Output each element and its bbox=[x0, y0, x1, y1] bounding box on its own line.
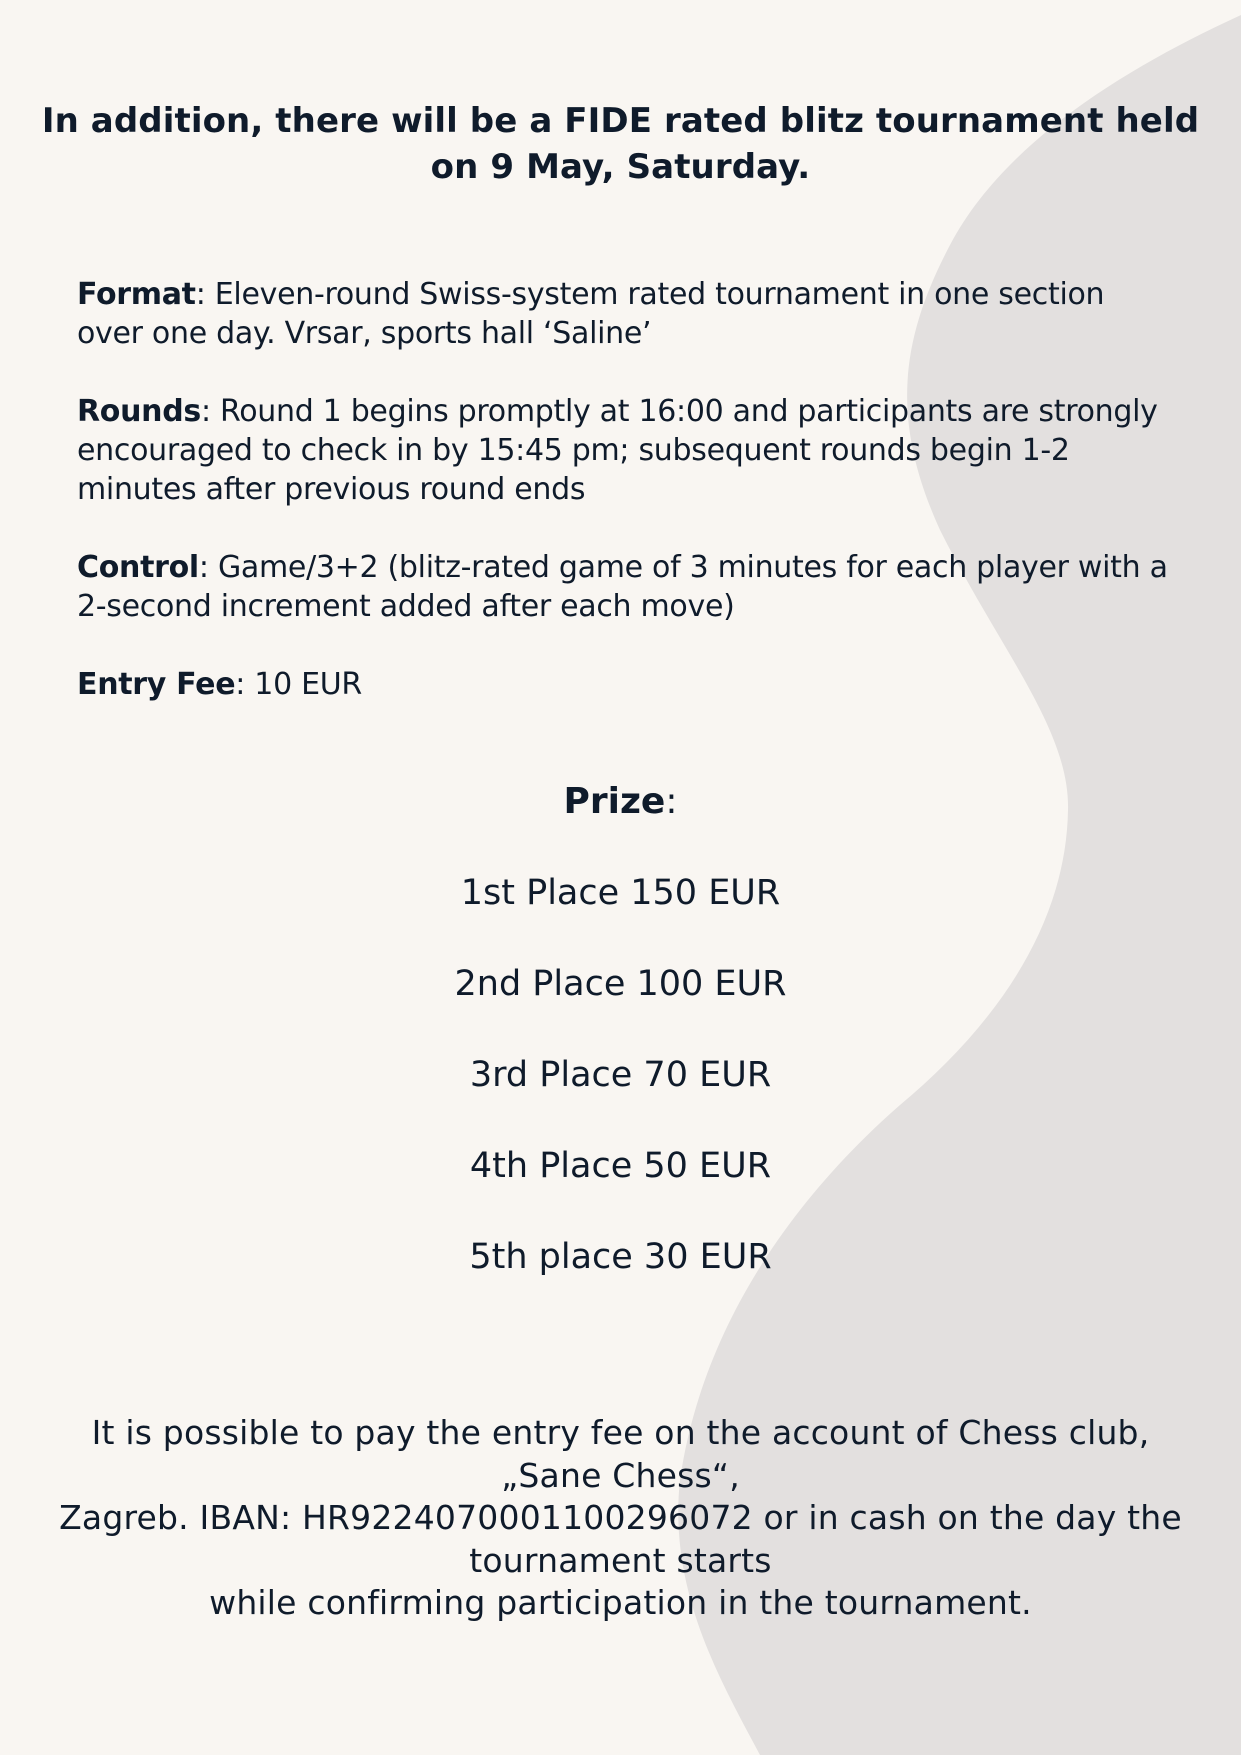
format-term: Format bbox=[77, 277, 196, 312]
prize-item-3rd: 3rd Place 70 EUR bbox=[469, 1055, 772, 1095]
blitz-tournament-headline: In addition, there will be a FIDE rated blitz tournament held on 9 May, Saturday. bbox=[41, 101, 1200, 187]
prize-colon: : bbox=[665, 781, 678, 822]
tournament-details bbox=[77, 275, 1177, 743]
payment-line-3: while confirming participation in the tournament. bbox=[209, 1583, 1032, 1622]
rounds-text: : Round 1 begins promptly at 16:00 and participants are strongly encouraged to check in by 15:45 pm; subsequent rounds begin 1-2 minutes after previous round ends bbox=[77, 394, 1158, 507]
entry-fee-text: : 10 EUR bbox=[235, 667, 362, 702]
payment-line-1: It is possible to pay the entry fee on the account of Chess club, „Sane Chess“, bbox=[91, 1413, 1150, 1495]
prize-section bbox=[0, 780, 1241, 1279]
format-detail bbox=[77, 275, 1177, 353]
payment-line-2: Zagreb. IBAN: HR9224070001100296072 or in cash on the day the tournament starts bbox=[59, 1498, 1182, 1580]
format-text: : Eleven-round Swiss-system rated tournament in one section over one day. Vrsar, sports hall ‘Saline’ bbox=[77, 277, 1105, 351]
payment-note bbox=[40, 1412, 1201, 1625]
prize-item-2nd: 2nd Place 100 EUR bbox=[454, 964, 787, 1004]
prize-item-5th: 5th place 30 EUR bbox=[469, 1237, 772, 1277]
rounds-detail bbox=[77, 392, 1177, 509]
prize-item-4th: 4th Place 50 EUR bbox=[469, 1146, 772, 1186]
prize-list bbox=[0, 871, 1241, 1279]
prize-heading bbox=[0, 780, 1241, 824]
prize-term: Prize bbox=[563, 781, 666, 822]
control-term: Control bbox=[77, 550, 199, 585]
entry-fee-term: Entry Fee bbox=[77, 667, 236, 702]
prize-item-1st: 1st Place 150 EUR bbox=[460, 873, 781, 913]
entry-fee-detail bbox=[77, 665, 1177, 704]
rounds-term: Rounds bbox=[77, 394, 201, 429]
control-detail bbox=[77, 548, 1177, 626]
control-text: : Game/3+2 (blitz-rated game of 3 minutes for each player with a 2-second increment added after each move) bbox=[77, 550, 1168, 624]
